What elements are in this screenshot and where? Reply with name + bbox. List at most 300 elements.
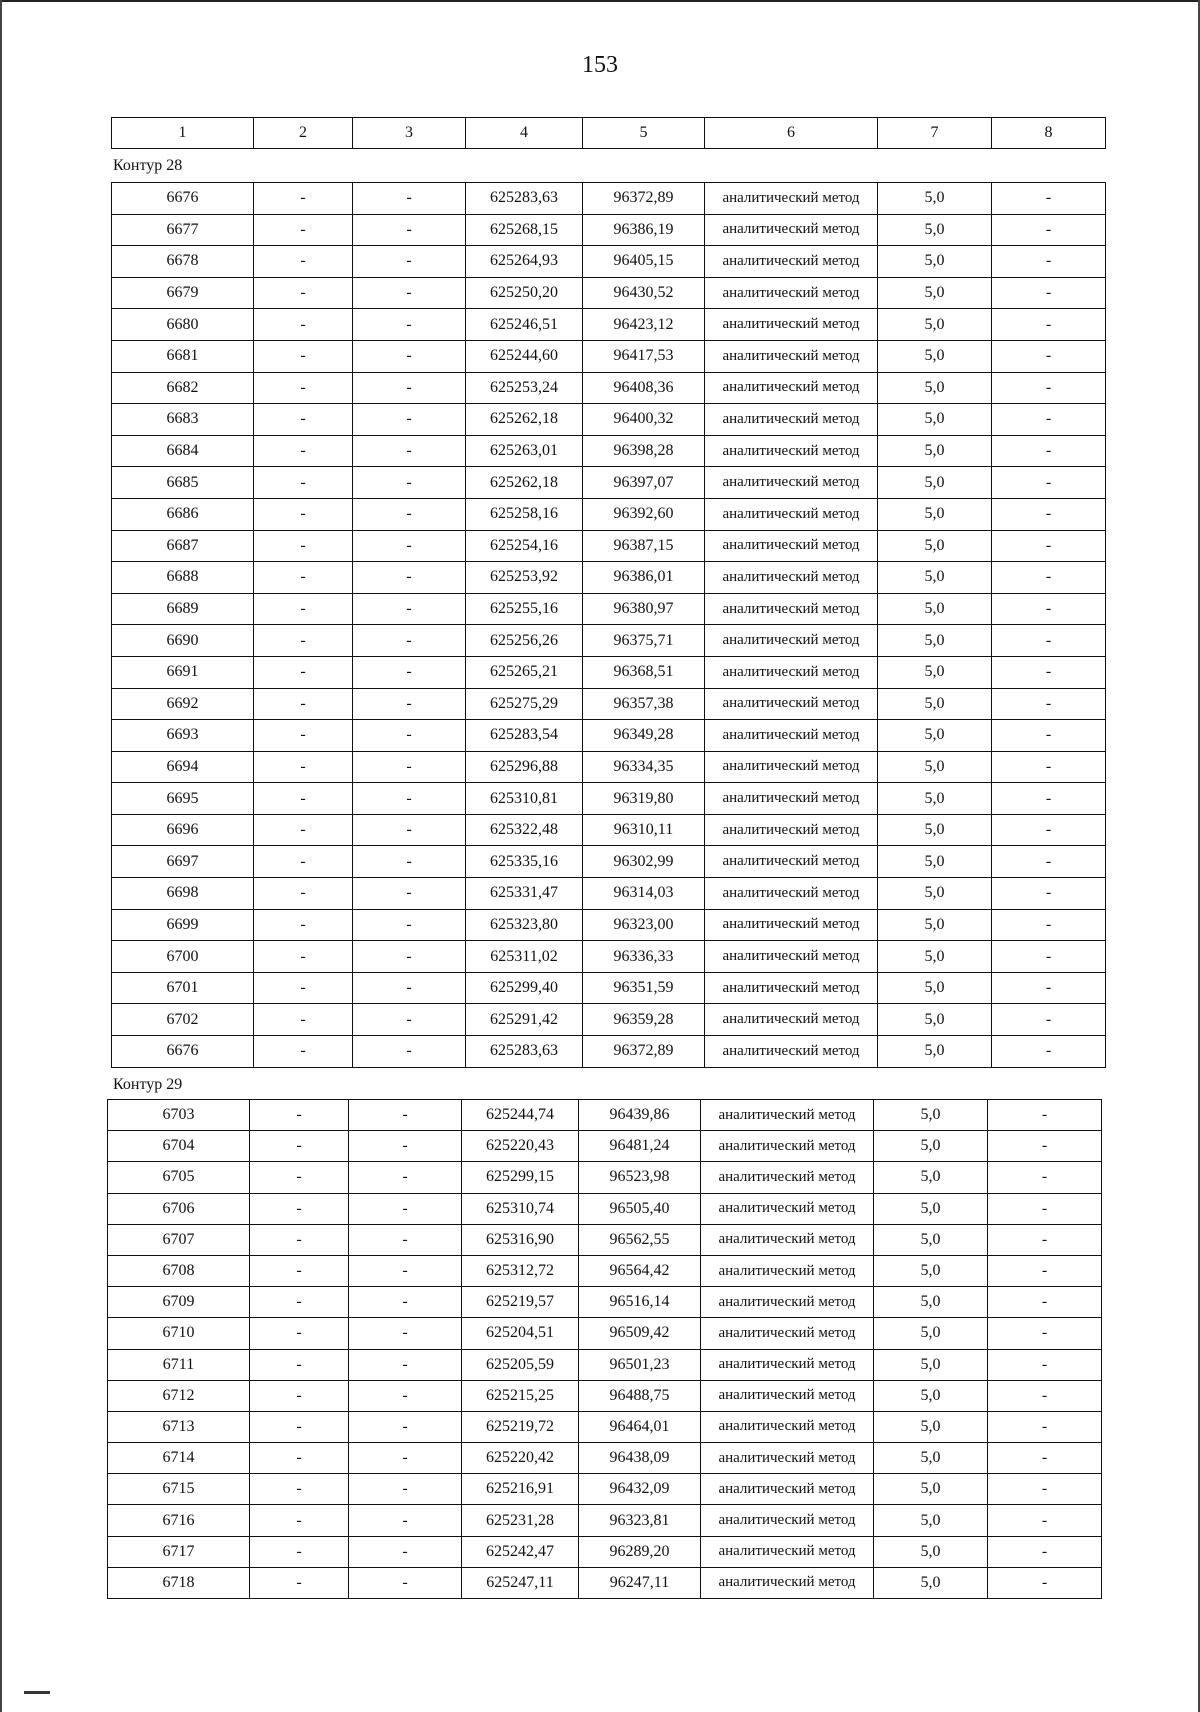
table-row <box>108 1131 1102 1162</box>
col-8-cell: - <box>992 846 1106 878</box>
method-cell: аналитический метод <box>701 1318 874 1349</box>
method-cell: аналитический метод <box>701 1411 874 1442</box>
col-3-cell: - <box>353 625 466 657</box>
coord-y-cell: 96386,19 <box>583 214 705 246</box>
coord-x-cell: 625220,43 <box>462 1131 579 1162</box>
method-cell: аналитический метод <box>705 846 878 878</box>
precision-cell: 5,0 <box>878 909 992 941</box>
col-2-cell: - <box>254 214 353 246</box>
method-cell: аналитический метод <box>705 625 878 657</box>
precision-cell: 5,0 <box>878 688 992 720</box>
method-cell: аналитический метод <box>705 751 878 783</box>
table-row <box>108 1287 1102 1318</box>
coord-y-cell: 96408,36 <box>583 372 705 404</box>
method-cell: аналитический метод <box>701 1255 874 1286</box>
coord-y-cell: 96310,11 <box>583 814 705 846</box>
col-3-cell: - <box>353 656 466 688</box>
precision-cell: 5,0 <box>874 1380 988 1411</box>
method-cell: аналитический метод <box>701 1536 874 1567</box>
precision-cell: 5,0 <box>874 1131 988 1162</box>
col-3-cell: - <box>349 1255 462 1286</box>
col-2-cell: - <box>250 1193 349 1224</box>
table-row <box>112 1004 1106 1036</box>
coord-x-cell: 625253,92 <box>466 562 583 594</box>
col-3-cell: - <box>353 309 466 341</box>
point-number-cell: 6685 <box>112 467 254 499</box>
col-3-cell: - <box>349 1349 462 1380</box>
col-2-cell: - <box>254 625 353 657</box>
precision-cell: 5,0 <box>878 878 992 910</box>
col-3-cell: - <box>349 1536 462 1567</box>
coord-x-cell: 625331,47 <box>466 878 583 910</box>
coord-y-cell: 96505,40 <box>579 1193 701 1224</box>
coord-y-cell: 96351,59 <box>583 972 705 1004</box>
coord-x-cell: 625312,72 <box>462 1255 579 1286</box>
col-3-cell: - <box>353 1004 466 1036</box>
col-2-cell: - <box>250 1255 349 1286</box>
point-number-cell: 6692 <box>112 688 254 720</box>
column-header-6: 6 <box>705 118 878 149</box>
coord-x-cell: 625231,28 <box>462 1505 579 1536</box>
coord-x-cell: 625216,91 <box>462 1474 579 1505</box>
coord-y-cell: 96423,12 <box>583 309 705 341</box>
contour-28-table <box>111 182 1106 1068</box>
coord-y-cell: 96247,11 <box>579 1567 701 1598</box>
contour-29-rows <box>108 1100 1102 1599</box>
method-cell: аналитический метод <box>705 562 878 594</box>
table-row <box>112 941 1106 973</box>
col-8-cell: - <box>988 1474 1102 1505</box>
section-label-contour-29: Контур 29 <box>113 1076 183 1093</box>
col-2-cell: - <box>254 656 353 688</box>
table-row <box>112 783 1106 815</box>
point-number-cell: 6717 <box>108 1536 250 1567</box>
col-3-cell: - <box>353 972 466 1004</box>
col-2-cell: - <box>254 814 353 846</box>
precision-cell: 5,0 <box>874 1474 988 1505</box>
column-header-4: 4 <box>466 118 583 149</box>
col-2-cell: - <box>254 404 353 436</box>
scan-edge-top <box>0 0 1200 2</box>
method-cell: аналитический метод <box>705 783 878 815</box>
coord-y-cell: 96349,28 <box>583 720 705 752</box>
point-number-cell: 6714 <box>108 1443 250 1474</box>
method-cell: аналитический метод <box>705 688 878 720</box>
method-cell: аналитический метод <box>705 941 878 973</box>
col-2-cell: - <box>250 1162 349 1193</box>
method-cell: аналитический метод <box>705 593 878 625</box>
col-8-cell: - <box>992 1036 1106 1068</box>
scan-mark <box>24 1691 50 1694</box>
point-number-cell: 6690 <box>112 625 254 657</box>
col-8-cell: - <box>992 372 1106 404</box>
coord-x-cell: 625242,47 <box>462 1536 579 1567</box>
method-cell: аналитический метод <box>701 1224 874 1255</box>
coord-y-cell: 96432,09 <box>579 1474 701 1505</box>
col-8-cell: - <box>992 941 1106 973</box>
method-cell: аналитический метод <box>705 878 878 910</box>
method-cell: аналитический метод <box>701 1380 874 1411</box>
col-2-cell: - <box>254 435 353 467</box>
col-2-cell: - <box>250 1380 349 1411</box>
point-number-cell: 6703 <box>108 1100 250 1131</box>
contour-29-table <box>107 1099 1102 1599</box>
col-2-cell: - <box>254 1004 353 1036</box>
point-number-cell: 6686 <box>112 498 254 530</box>
coord-x-cell: 625310,81 <box>466 783 583 815</box>
coord-y-cell: 96516,14 <box>579 1287 701 1318</box>
point-number-cell: 6710 <box>108 1318 250 1349</box>
precision-cell: 5,0 <box>878 751 992 783</box>
col-2-cell: - <box>254 878 353 910</box>
point-number-cell: 6702 <box>112 1004 254 1036</box>
precision-cell: 5,0 <box>878 656 992 688</box>
table-row <box>112 751 1106 783</box>
table-row <box>108 1567 1102 1598</box>
col-2-cell: - <box>254 530 353 562</box>
coord-y-cell: 96387,15 <box>583 530 705 562</box>
coord-x-cell: 625335,16 <box>466 846 583 878</box>
coord-y-cell: 96323,00 <box>583 909 705 941</box>
coord-y-cell: 96380,97 <box>583 593 705 625</box>
point-number-cell: 6715 <box>108 1474 250 1505</box>
point-number-cell: 6709 <box>108 1287 250 1318</box>
coord-y-cell: 96405,15 <box>583 246 705 278</box>
precision-cell: 5,0 <box>874 1287 988 1318</box>
precision-cell: 5,0 <box>874 1318 988 1349</box>
col-3-cell: - <box>353 814 466 846</box>
table-row <box>112 878 1106 910</box>
coord-x-cell: 625283,63 <box>466 183 583 215</box>
table-row <box>108 1318 1102 1349</box>
col-2-cell: - <box>254 972 353 1004</box>
precision-cell: 5,0 <box>878 498 992 530</box>
col-2-cell: - <box>254 688 353 720</box>
col-3-cell: - <box>353 878 466 910</box>
col-2-cell: - <box>250 1318 349 1349</box>
coord-x-cell: 625263,01 <box>466 435 583 467</box>
coord-y-cell: 96523,98 <box>579 1162 701 1193</box>
col-3-cell: - <box>349 1318 462 1349</box>
point-number-cell: 6708 <box>108 1255 250 1286</box>
col-3-cell: - <box>349 1131 462 1162</box>
precision-cell: 5,0 <box>878 404 992 436</box>
coord-x-cell: 625275,29 <box>466 688 583 720</box>
col-8-cell: - <box>992 246 1106 278</box>
coord-y-cell: 96400,32 <box>583 404 705 436</box>
col-8-cell: - <box>988 1349 1102 1380</box>
coord-y-cell: 96336,33 <box>583 941 705 973</box>
col-8-cell: - <box>992 688 1106 720</box>
col-8-cell: - <box>992 530 1106 562</box>
col-3-cell: - <box>349 1505 462 1536</box>
method-cell: аналитический метод <box>705 372 878 404</box>
point-number-cell: 6697 <box>112 846 254 878</box>
point-number-cell: 6687 <box>112 530 254 562</box>
col-8-cell: - <box>988 1131 1102 1162</box>
precision-cell: 5,0 <box>878 814 992 846</box>
col-2-cell: - <box>254 372 353 404</box>
col-2-cell: - <box>250 1224 349 1255</box>
method-cell: аналитический метод <box>705 972 878 1004</box>
point-number-cell: 6688 <box>112 562 254 594</box>
precision-cell: 5,0 <box>878 1036 992 1068</box>
precision-cell: 5,0 <box>878 530 992 562</box>
coord-x-cell: 625244,74 <box>462 1100 579 1131</box>
col-3-cell: - <box>349 1567 462 1598</box>
precision-cell: 5,0 <box>874 1162 988 1193</box>
col-8-cell: - <box>992 1004 1106 1036</box>
precision-cell: 5,0 <box>874 1505 988 1536</box>
col-2-cell: - <box>254 340 353 372</box>
precision-cell: 5,0 <box>874 1567 988 1598</box>
col-2-cell: - <box>250 1567 349 1598</box>
col-8-cell: - <box>992 656 1106 688</box>
col-2-cell: - <box>254 783 353 815</box>
precision-cell: 5,0 <box>874 1349 988 1380</box>
coord-y-cell: 96509,42 <box>579 1318 701 1349</box>
column-header-row <box>112 118 1106 149</box>
method-cell: аналитический метод <box>701 1100 874 1131</box>
col-3-cell: - <box>353 214 466 246</box>
point-number-cell: 6676 <box>112 183 254 215</box>
col-8-cell: - <box>992 277 1106 309</box>
method-cell: аналитический метод <box>705 498 878 530</box>
coord-x-cell: 625253,24 <box>466 372 583 404</box>
col-2-cell: - <box>250 1505 349 1536</box>
coord-x-cell: 625323,80 <box>466 909 583 941</box>
coord-x-cell: 625205,59 <box>462 1349 579 1380</box>
column-header-7: 7 <box>878 118 992 149</box>
col-3-cell: - <box>353 941 466 973</box>
col-2-cell: - <box>250 1131 349 1162</box>
method-cell: аналитический метод <box>705 720 878 752</box>
col-8-cell: - <box>992 972 1106 1004</box>
table-row <box>112 656 1106 688</box>
col-3-cell: - <box>353 467 466 499</box>
coord-y-cell: 96375,71 <box>583 625 705 657</box>
point-number-cell: 6707 <box>108 1224 250 1255</box>
point-number-cell: 6676 <box>112 1036 254 1068</box>
col-2-cell: - <box>254 751 353 783</box>
precision-cell: 5,0 <box>874 1536 988 1567</box>
col-3-cell: - <box>353 372 466 404</box>
column-header-8: 8 <box>992 118 1106 149</box>
table-row <box>108 1443 1102 1474</box>
col-8-cell: - <box>988 1100 1102 1131</box>
col-3-cell: - <box>353 340 466 372</box>
coord-y-cell: 96439,86 <box>579 1100 701 1131</box>
coord-x-cell: 625262,18 <box>466 404 583 436</box>
coord-x-cell: 625283,63 <box>466 1036 583 1068</box>
precision-cell: 5,0 <box>878 467 992 499</box>
col-8-cell: - <box>992 593 1106 625</box>
col-2-cell: - <box>254 246 353 278</box>
coord-x-cell: 625258,16 <box>466 498 583 530</box>
col-8-cell: - <box>992 814 1106 846</box>
coord-x-cell: 625268,15 <box>466 214 583 246</box>
col-3-cell: - <box>349 1287 462 1318</box>
col-8-cell: - <box>992 909 1106 941</box>
coord-x-cell: 625256,26 <box>466 625 583 657</box>
col-3-cell: - <box>353 530 466 562</box>
table-row <box>112 246 1106 278</box>
precision-cell: 5,0 <box>874 1443 988 1474</box>
coord-x-cell: 625264,93 <box>466 246 583 278</box>
point-number-cell: 6706 <box>108 1193 250 1224</box>
precision-cell: 5,0 <box>878 309 992 341</box>
coord-y-cell: 96562,55 <box>579 1224 701 1255</box>
point-number-cell: 6681 <box>112 340 254 372</box>
table-row <box>112 688 1106 720</box>
coord-x-cell: 625254,16 <box>466 530 583 562</box>
precision-cell: 5,0 <box>874 1100 988 1131</box>
point-number-cell: 6684 <box>112 435 254 467</box>
coord-x-cell: 625291,42 <box>466 1004 583 1036</box>
coord-y-cell: 96397,07 <box>583 467 705 499</box>
col-8-cell: - <box>988 1318 1102 1349</box>
col-3-cell: - <box>349 1443 462 1474</box>
coord-y-cell: 96398,28 <box>583 435 705 467</box>
table-row <box>112 340 1106 372</box>
col-8-cell: - <box>988 1411 1102 1442</box>
coord-y-cell: 96289,20 <box>579 1536 701 1567</box>
table-row <box>108 1255 1102 1286</box>
precision-cell: 5,0 <box>878 277 992 309</box>
col-2-cell: - <box>254 498 353 530</box>
col-3-cell: - <box>353 562 466 594</box>
col-2-cell: - <box>254 909 353 941</box>
coord-x-cell: 625310,74 <box>462 1193 579 1224</box>
table-row <box>108 1505 1102 1536</box>
coord-x-cell: 625316,90 <box>462 1224 579 1255</box>
col-2-cell: - <box>254 1036 353 1068</box>
method-cell: аналитический метод <box>705 1004 878 1036</box>
column-header-2: 2 <box>254 118 353 149</box>
table-row <box>108 1474 1102 1505</box>
col-3-cell: - <box>349 1224 462 1255</box>
col-2-cell: - <box>250 1443 349 1474</box>
method-cell: аналитический метод <box>705 340 878 372</box>
method-cell: аналитический метод <box>701 1287 874 1318</box>
table-row <box>112 498 1106 530</box>
point-number-cell: 6678 <box>112 246 254 278</box>
coord-x-cell: 625322,48 <box>466 814 583 846</box>
col-3-cell: - <box>353 593 466 625</box>
col-8-cell: - <box>988 1224 1102 1255</box>
table-row <box>112 909 1106 941</box>
precision-cell: 5,0 <box>878 214 992 246</box>
precision-cell: 5,0 <box>878 340 992 372</box>
table-row <box>108 1349 1102 1380</box>
coord-x-cell: 625247,11 <box>462 1567 579 1598</box>
method-cell: аналитический метод <box>705 656 878 688</box>
coord-y-cell: 96386,01 <box>583 562 705 594</box>
method-cell: аналитический метод <box>705 183 878 215</box>
col-3-cell: - <box>353 183 466 215</box>
method-cell: аналитический метод <box>705 214 878 246</box>
col-2-cell: - <box>254 562 353 594</box>
table-row <box>112 467 1106 499</box>
col-3-cell: - <box>353 246 466 278</box>
table-row <box>108 1536 1102 1567</box>
col-8-cell: - <box>992 435 1106 467</box>
table-row <box>108 1380 1102 1411</box>
method-cell: аналитический метод <box>701 1193 874 1224</box>
table-row <box>112 372 1106 404</box>
coord-x-cell: 625250,20 <box>466 277 583 309</box>
coord-y-cell: 96334,35 <box>583 751 705 783</box>
method-cell: аналитический метод <box>705 435 878 467</box>
precision-cell: 5,0 <box>878 372 992 404</box>
col-3-cell: - <box>353 688 466 720</box>
method-cell: аналитический метод <box>705 814 878 846</box>
col-3-cell: - <box>353 1036 466 1068</box>
coord-y-cell: 96319,80 <box>583 783 705 815</box>
point-number-cell: 6677 <box>112 214 254 246</box>
col-8-cell: - <box>988 1287 1102 1318</box>
col-2-cell: - <box>254 941 353 973</box>
method-cell: аналитический метод <box>705 530 878 562</box>
col-8-cell: - <box>992 183 1106 215</box>
point-number-cell: 6694 <box>112 751 254 783</box>
col-2-cell: - <box>254 720 353 752</box>
table-row <box>112 625 1106 657</box>
precision-cell: 5,0 <box>878 783 992 815</box>
coord-y-cell: 96302,99 <box>583 846 705 878</box>
point-number-cell: 6691 <box>112 656 254 688</box>
coord-y-cell: 96368,51 <box>583 656 705 688</box>
table-row <box>112 1036 1106 1068</box>
col-3-cell: - <box>349 1193 462 1224</box>
coord-x-cell: 625215,25 <box>462 1380 579 1411</box>
coord-y-cell: 96481,24 <box>579 1131 701 1162</box>
method-cell: аналитический метод <box>705 404 878 436</box>
coord-y-cell: 96314,03 <box>583 878 705 910</box>
precision-cell: 5,0 <box>874 1224 988 1255</box>
point-number-cell: 6713 <box>108 1411 250 1442</box>
table-row <box>108 1193 1102 1224</box>
col-8-cell: - <box>988 1162 1102 1193</box>
precision-cell: 5,0 <box>878 972 992 1004</box>
col-8-cell: - <box>992 625 1106 657</box>
section-label-contour-28: Контур 28 <box>113 157 183 174</box>
precision-cell: 5,0 <box>878 720 992 752</box>
table-row <box>112 435 1106 467</box>
method-cell: аналитический метод <box>705 277 878 309</box>
table-row <box>112 593 1106 625</box>
point-number-cell: 6716 <box>108 1505 250 1536</box>
col-3-cell: - <box>349 1411 462 1442</box>
page-number: 153 <box>582 52 618 78</box>
col-8-cell: - <box>988 1505 1102 1536</box>
method-cell: аналитический метод <box>705 246 878 278</box>
coord-x-cell: 625299,15 <box>462 1162 579 1193</box>
table-row <box>112 972 1106 1004</box>
col-3-cell: - <box>353 720 466 752</box>
precision-cell: 5,0 <box>878 846 992 878</box>
precision-cell: 5,0 <box>878 593 992 625</box>
precision-cell: 5,0 <box>874 1193 988 1224</box>
coord-y-cell: 96488,75 <box>579 1380 701 1411</box>
coord-x-cell: 625204,51 <box>462 1318 579 1349</box>
precision-cell: 5,0 <box>878 1004 992 1036</box>
method-cell: аналитический метод <box>701 1349 874 1380</box>
table-row <box>112 530 1106 562</box>
point-number-cell: 6693 <box>112 720 254 752</box>
col-2-cell: - <box>254 846 353 878</box>
coord-y-cell: 96372,89 <box>583 183 705 215</box>
